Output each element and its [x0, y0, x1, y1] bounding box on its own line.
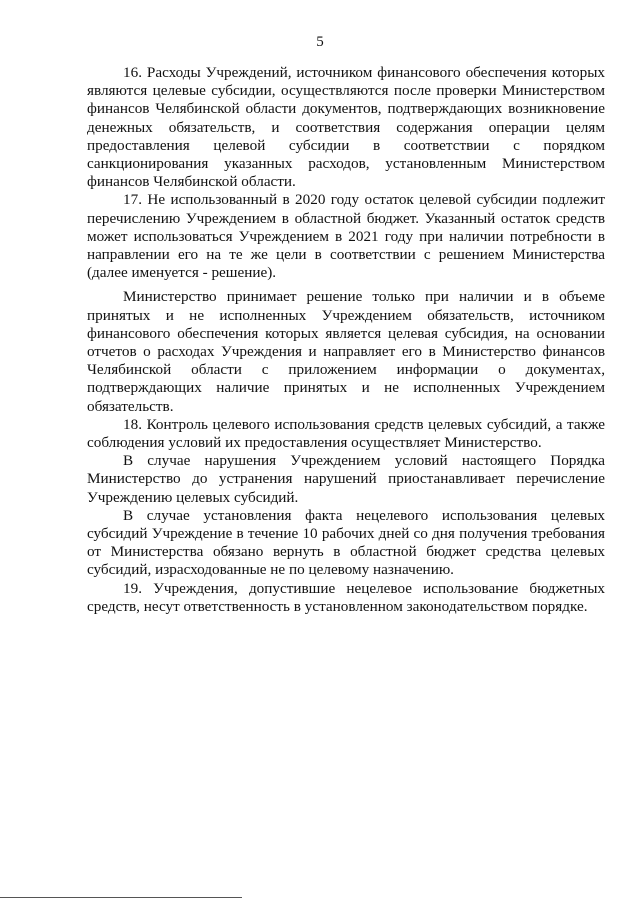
paragraph-violation: В случае нарушения Учреждением условий настоящего Порядка Министерство до устранения нарушений приостанавливает перечисление Учреждению целевых субсидий.: [87, 452, 605, 506]
document-body: [87, 64, 605, 616]
page-number: 5: [316, 34, 324, 50]
footer-divider: [0, 897, 242, 898]
paragraph-17: 17. Не использованный в 2020 году остаток целевой субсидии подлежит перечислению Учреждением в областной бюджет. Указанный остаток средств может использоваться Учреждением в 2021 году при наличии потребности в направлении его на те же цели в соответствии с решением Министерства (далее именуется - решение).: [87, 191, 605, 282]
paragraph-ministry-decision: Министерство принимает решение только при наличии и в объеме принятых и не исполненных Учреждением обязательств, источником финансового обеспечения которых является целевая субсидия, на основании отчетов о расходах Учреждения и направляет его в Министерство финансов Челябинской области с приложением информации о документах, подтверждающих наличие принятых и не исполненных Учреждением обязательств.: [87, 288, 605, 415]
paragraph-16: 16. Расходы Учреждений, источником финансового обеспечения которых являются целевые субсидии, осуществляются после проверки Министерством финансов Челябинской области документов, подтверждающих возникновение денежных обязательств, и соответствия содержания операции целям предоставления целевой субсидии в соответствии с порядком санкционирования указанных расходов, установленным Министерством финансов Челябинской области.: [87, 64, 605, 191]
paragraph-misuse-return: В случае установления факта нецелевого использования целевых субсидий Учреждение в течение 10 рабочих дней со дня получения требования от Министерства обязано вернуть в областной бюджет средства целевых субсидий, израсходованные не по целевому назначению.: [87, 506, 605, 579]
paragraph-19: 19. Учреждения, допустившие нецелевое использование бюджетных средств, несут ответственность в установленном законодательством порядке.: [87, 579, 605, 615]
paragraph-18: 18. Контроль целевого использования средств целевых субсидий, а также соблюдения условий их предоставления осуществляет Министерство.: [87, 415, 605, 452]
